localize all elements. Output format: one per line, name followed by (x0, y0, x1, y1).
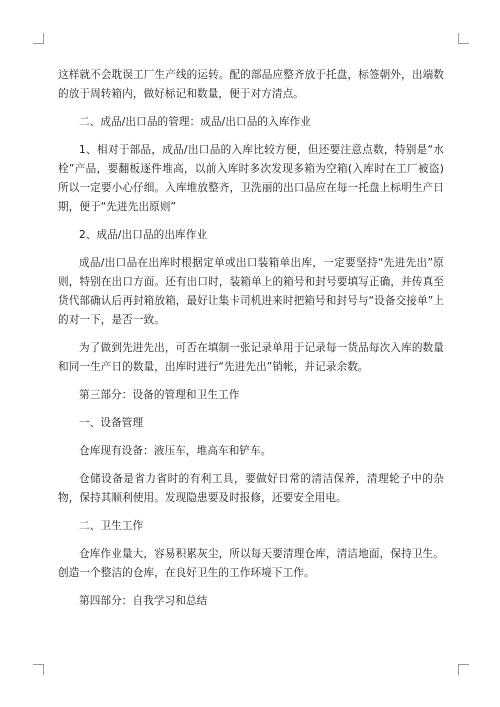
part-heading: 第三部分：设备的管理和卫生工作 (79, 389, 240, 401)
body-paragraph: 1、相对于部品，成品/出口品的入库比较方便，但还要注意点数，特别是“水栓”产品，要翻板逐件堆高，以前入库时多次发现多箱为空箱(入库时在工厂被盗)所以一定要小心仔细。入库堆放整齐，卫洗丽的出口品应在每一托盘上标明生产日期，便于“先进先出原则” (58, 144, 444, 213)
body-paragraph: 仓储设备是省力省时的有利工具，要做好日常的清洁保养，清理轮子中的杂物，保持其顺利使用。发现隐患要及时报修，还要安全用电。 (58, 473, 444, 504)
section-heading: 一、设备管理 (79, 417, 144, 429)
document-body (58, 66, 444, 620)
part-heading: 第四部分：自我学习和总结 (79, 595, 208, 607)
section-heading: 2、成品/出口品的出库作业 (79, 229, 208, 241)
section-heading: 二、卫生工作 (79, 520, 144, 532)
body-paragraph: 为了做到先进先出，可否在填制一张记录单用于记录每一货品每次入库的数量和同一生产日的数量，出库时进行“先进先出”销帐，并记录余数。 (58, 342, 444, 373)
crop-mark-bottom-left (33, 664, 44, 675)
body-paragraph: 仓库作业量大，容易积累灰尘，所以每天要清理仓库，清洁地面，保持卫生。创造一个整洁的仓库，在良好卫生的工作环境下工作。 (58, 548, 444, 579)
body-paragraph: 这样就不会耽误工厂生产线的运转。配的部品应整齐放于托盘，标签朝外，出端数的放于周转箱内，做好标记和数量，便于对方清点。 (58, 69, 444, 100)
crop-mark-bottom-right (458, 664, 469, 675)
section-heading: 二、成品/出口品的管理：成品/出口品的入库作业 (79, 116, 311, 128)
body-paragraph: 成品/出口品在出库时根据定单或出口装箱单出库，一定要坚持“先进先出”原则，特别在出口方面。还有出口时，装箱单上的箱号和封号要填写正确，并传真至货代部确认后再封箱放箱，最好让集卡司机进来时把箱号和封号与“设备交接单”上的对一下，是否一致。 (58, 257, 444, 326)
crop-mark-top-left (33, 33, 44, 44)
crop-mark-top-right (458, 33, 469, 44)
body-line: 仓库现有设备：液压车，堆高车和铲车。 (79, 445, 272, 457)
